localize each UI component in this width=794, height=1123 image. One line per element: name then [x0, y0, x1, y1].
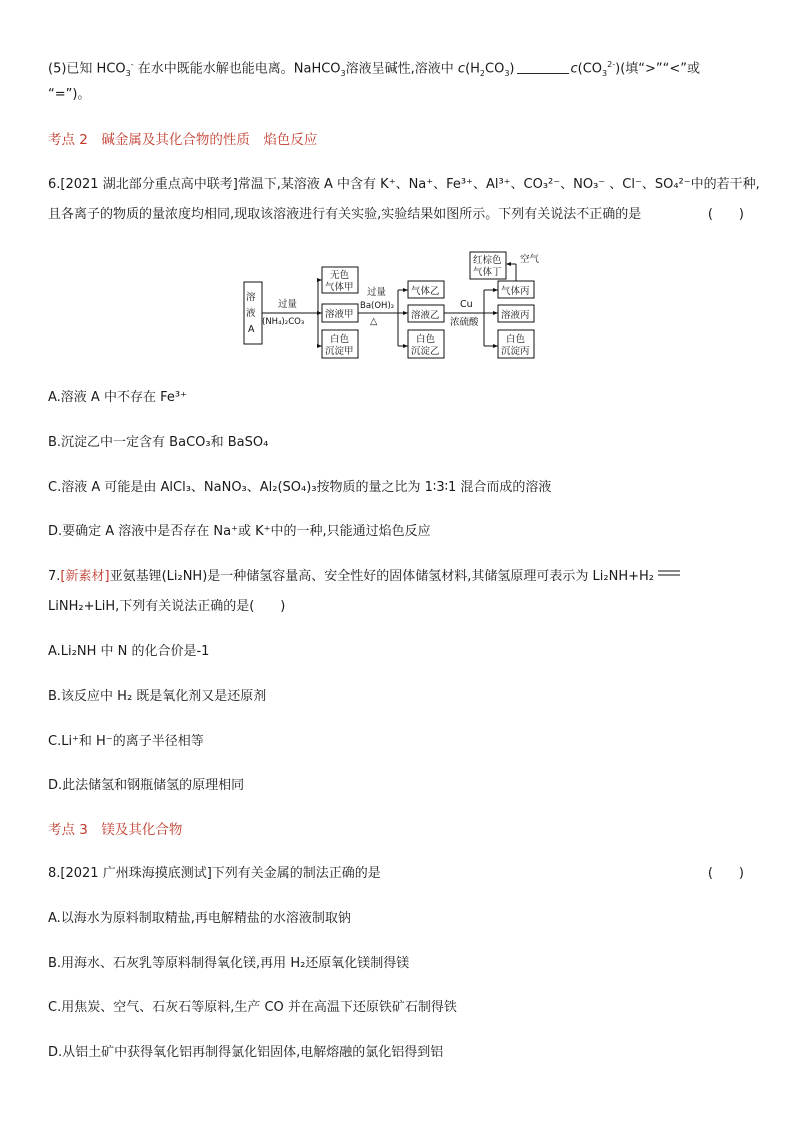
- reagent-3-bottom: 浓硫酸: [450, 317, 479, 328]
- precipitate-a-label-1: 白色: [330, 334, 350, 345]
- q7-option-d[interactable]: D.此法储氢和钢瓶储氢的原理相同: [48, 778, 245, 793]
- q7-option-b[interactable]: B.该反应中 H₂ 既是氧化剂又是还原剂: [48, 689, 267, 704]
- gas-a-label-2: 气体甲: [325, 282, 354, 293]
- equilibrium-arrow-icon: [658, 568, 680, 578]
- heat-symbol: △: [370, 316, 378, 327]
- solution-a-label-1: 溶: [246, 292, 256, 303]
- gas-d-label-1: 红棕色: [473, 255, 502, 266]
- air-label: 空气: [520, 254, 540, 265]
- solution-a-label-2: 液: [246, 308, 256, 319]
- solution-c-label: 溶液丙: [501, 310, 530, 321]
- q6-line2: 且各离子的物质的量浓度均相同,现取该溶液进行有关实验,实验结果如图所示。下列有关说法不正确的是: [48, 207, 642, 222]
- q7-option-c[interactable]: C.Li⁺和 H⁻的离子半径相等: [48, 734, 204, 749]
- q7-number: 7.: [48, 569, 61, 584]
- solution-b-label: 溶液乙: [411, 310, 440, 321]
- q8-option-a[interactable]: A.以海水为原料制取精盐,再电解精盐的水溶液制取钠: [48, 911, 351, 926]
- gas-d-label-2: 气体丁: [473, 267, 502, 278]
- answer-blank[interactable]: [517, 61, 569, 74]
- precipitate-b-label-2: 沉淀乙: [411, 346, 440, 357]
- reagent-2-bottom: Ba(OH)₂: [360, 301, 395, 311]
- gas-a-label-1: 无色: [330, 270, 350, 281]
- q8-option-c[interactable]: C.用焦炭、空气、石灰石等原料,生产 CO 并在高温下还原铁矿石制得铁: [48, 1000, 457, 1015]
- reagent-2-top: 过量: [367, 287, 387, 298]
- solution-a-label-3: A: [248, 324, 255, 335]
- precipitate-b-label-1: 白色: [416, 334, 436, 345]
- answer-bracket[interactable]: ( ): [707, 207, 744, 222]
- precipitate-c-label-2: 沉淀丙: [501, 346, 530, 357]
- flow-diagram: [240, 250, 550, 362]
- q7-option-a[interactable]: A.Li₂NH 中 N 的化合价是-1: [48, 644, 210, 659]
- q6-option-d[interactable]: D.要确定 A 溶液中是否存在 Na⁺或 K⁺中的一种,只能通过焰色反应: [48, 524, 431, 539]
- section-heading: 考点 2 碱金属及其化合物的性质 焰色反应: [48, 132, 318, 148]
- q7-line1: 7.[新素材]亚氨基锂(Li₂NH)是一种储氢容量高、安全性好的固体储氢材料,其储氢原理可表示为 Li₂NH+H₂: [48, 568, 680, 586]
- solution-a1-label: 溶液甲: [325, 309, 354, 320]
- q8-option-d[interactable]: D.从铝土矿中获得氧化铝再制得氯化铝固体,电解熔融的氯化铝得到铝: [48, 1045, 444, 1060]
- reagent-1-bottom: (NH₄)₂CO₃: [262, 317, 305, 327]
- precipitate-c-label-1: 白色: [506, 334, 526, 345]
- q6-line1: 6.[2021 湖北部分重点高中联考]常温下,某溶液 A 中含有 K⁺、Na⁺、Fe³⁺、Al³⁺、CO₃²⁻、NO₃⁻ 、Cl⁻、SO₄²⁻中的若干种,: [48, 177, 760, 192]
- q5-line2: “=”)。: [48, 87, 91, 102]
- section-heading-3: 考点 3 镁及其化合物: [48, 822, 183, 838]
- gas-c-label: 气体丙: [501, 286, 530, 297]
- gas-b-label: 气体乙: [411, 286, 440, 297]
- q7-line2: LiNH₂+LiH,下列有关说法正确的是( ): [48, 599, 286, 614]
- q7-tag: [新素材]: [60, 569, 110, 584]
- reagent-1-top: 过量: [278, 299, 298, 310]
- reagent-3-top: Cu: [460, 299, 473, 310]
- q6-option-c[interactable]: C.溶液 A 可能是由 AlCl₃、NaNO₃、Al₂(SO₄)₃按物质的量之比为 1∶3∶1 混合而成的溶液: [48, 480, 552, 495]
- q6-option-b[interactable]: B.沉淀乙中一定含有 BaCO₃和 BaSO₄: [48, 435, 269, 450]
- q5-line1: (5)已知 $HCO_3^-$ 在水中既能水解也能电离。NaHCO$_3$溶液呈碱性,溶液中 $c(H_2CO_3)$ $c(CO_3^{2-})$(填“>”“<”或: [48, 60, 700, 78]
- q8-line1: 8.[2021 广州珠海摸底测试]下列有关金属的制法正确的是: [48, 866, 381, 881]
- q6-option-a[interactable]: A.溶液 A 中不存在 Fe³⁺: [48, 390, 187, 405]
- q8-option-b[interactable]: B.用海水、石灰乳等原料制得氧化镁,再用 H₂还原氧化镁制得镁: [48, 956, 410, 971]
- q8-answer-bracket[interactable]: ( ): [707, 866, 744, 881]
- precipitate-a-label-2: 沉淀甲: [325, 346, 354, 357]
